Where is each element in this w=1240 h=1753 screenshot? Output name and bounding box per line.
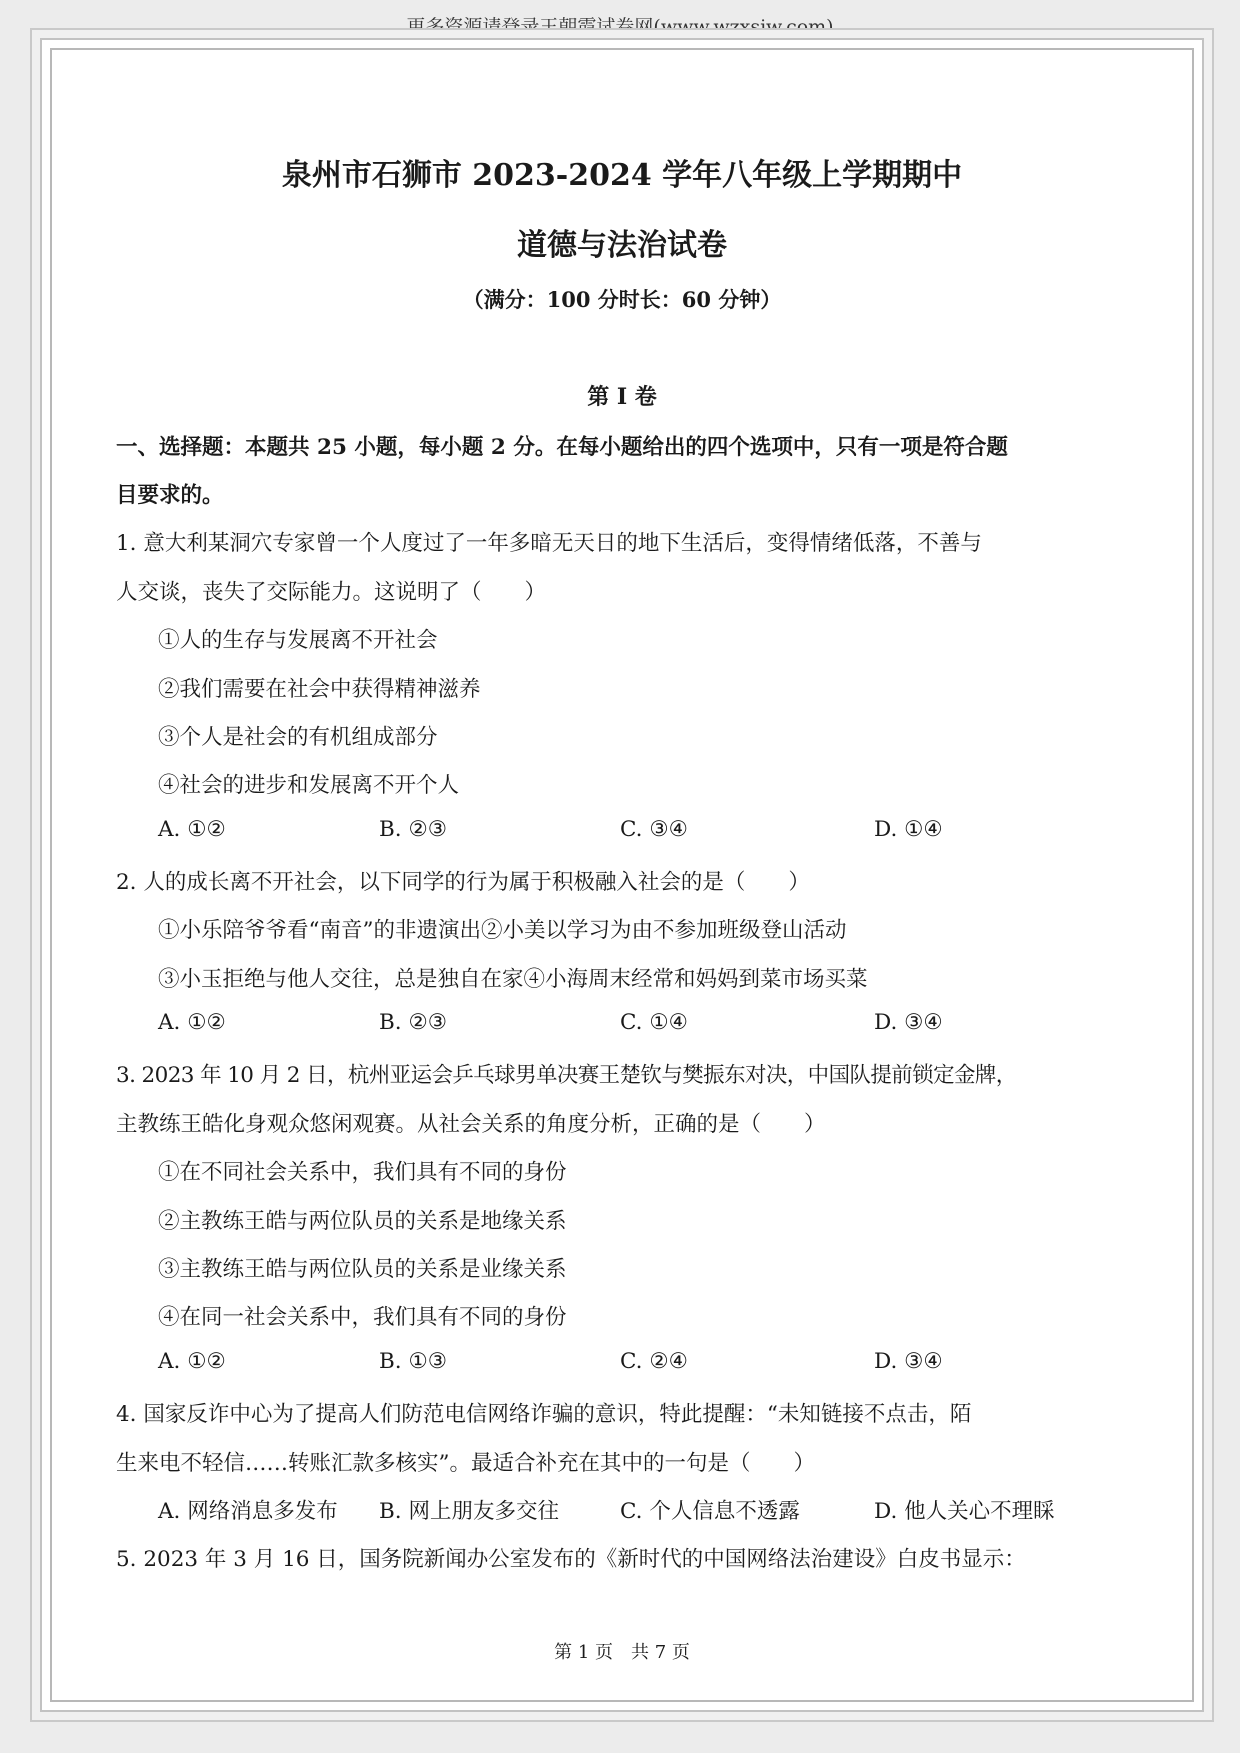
option-c: C. ①④ [620,1010,688,1035]
option-a: A. ①② [158,1010,226,1035]
option-b: B. 网上朋友多交往 [379,1499,559,1524]
option-b: B. ②③ [379,817,448,842]
option-a: A. ①② [158,1349,226,1374]
option-a: A. ①② [158,817,226,842]
option-c: C. ②④ [620,1349,688,1374]
question-stem: 1. 意大利某洞穴专家曾一个人度过了一年多暗无天日的地下生活后，变得情绪低落，不善与 [116,531,982,556]
question-stem: 人交谈，丧失了交际能力。这说明了（ ） [116,580,547,605]
page-content [116,50,1128,1700]
question-stem: 生来电不轻信……转账汇款多核实”。最适合补充在其中的一句是（ ） [116,1451,815,1476]
option-b: B. ①③ [379,1349,448,1374]
question-stem: 3. 2023 年 10 月 2 日，杭州亚运会乒乓球男单决赛王楚钦与樊振东对决，中国队提前锁定金牌， [116,1063,1017,1088]
question-item: ①在不同社会关系中，我们具有不同的身份 [158,1160,567,1185]
section-intro-line: 目要求的。 [116,483,224,508]
exam-subject: 道德与法治试卷 [517,228,727,263]
option-c: C. ③④ [620,817,688,842]
option-d: D. ①④ [874,817,943,842]
volume-heading: 第 I 卷 [587,384,657,410]
question-stem: 主教练王皓化身观众悠闲观赛。从社会关系的角度分析，正确的是（ ） [116,1112,826,1137]
section-intro-line: 一、选择题：本题共 25 小题，每小题 2 分。在每小题给出的四个选项中，只有一项是符合题 [116,435,1008,460]
question-item: ④社会的进步和发展离不开个人 [158,773,460,798]
question-item: ③小玉拒绝与他人交往，总是独自在家④小海周末经常和妈妈到菜市场买菜 [158,967,868,992]
option-d: D. ③④ [874,1349,943,1374]
source-banner: 更多资源请登录王朝霞试卷网(www.wzxsjw.com) [406,16,834,38]
option-c: C. 个人信息不透露 [620,1499,800,1524]
question-item: ①人的生存与发展离不开社会 [158,628,438,653]
question-stem: 5. 2023 年 3 月 16 日，国务院新闻办公室发布的《新时代的中国网络法治建设》白皮书显示： [116,1547,1026,1572]
option-d: D. 他人关心不理睬 [874,1499,1055,1524]
page-frame [50,48,1194,1702]
option-d: D. ③④ [874,1010,943,1035]
option-a: A. 网络消息多发布 [158,1499,338,1524]
question-item: ②主教练王皓与两位队员的关系是地缘关系 [158,1209,567,1234]
question-item: ④在同一社会关系中，我们具有不同的身份 [158,1305,567,1330]
question-stem: 2. 人的成长离不开社会，以下同学的行为属于积极融入社会的是（ ） [116,870,810,895]
question-item: ①小乐陪爷爷看“南音”的非遗演出②小美以学习为由不参加班级登山活动 [158,918,847,943]
exam-info: （满分：100 分时长：60 分钟） [462,287,782,312]
question-item: ③主教练王皓与两位队员的关系是业缘关系 [158,1257,567,1282]
question-stem: 4. 国家反诈中心为了提高人们防范电信网络诈骗的意识，特此提醒：“未知链接不点击，陌 [116,1402,972,1427]
question-item: ③个人是社会的有机组成部分 [158,725,438,750]
page-number: 第 1 页 共 7 页 [554,1642,690,1663]
option-b: B. ②③ [379,1010,448,1035]
question-item: ②我们需要在社会中获得精神滋养 [158,677,481,702]
exam-title: 泉州市石狮市 2023-2024 学年八年级上学期期中 [281,158,963,193]
